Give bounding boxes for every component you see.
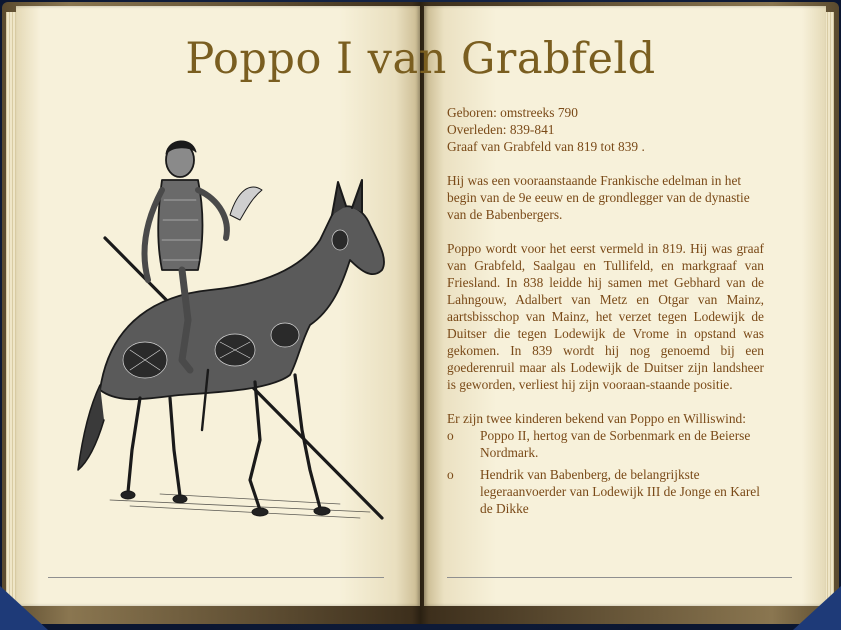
- fact-died: Overleden: 839-841: [447, 122, 555, 137]
- footer-rule-right: [447, 577, 792, 578]
- bullet-marker: o: [447, 428, 454, 443]
- biography-text: [447, 104, 764, 522]
- child-text: Poppo II, hertog van de Sorbenmark en de Beierse Nordmark.: [480, 428, 751, 460]
- paragraph-history: Poppo wordt voor het eerst vermeld in 819. Hij was graaf van Grabfeld, Saalgau en Tullifeld, en markgraaf van Friesland. In 838 leidde hij samen met Gebhard van de Lahngouw, Adalbert van Metz en Otgar van Mainz, aartsbisschop van Mainz, het verzet tegen Lodewijk de Duitser die tegen Lodewijk de Vrome in opstand was gekomen. In 839 wordt hij nog genoemd bij een goederenruil maar als Lodewijk de Duitser zijn landsheer is geworden, verliest hij zijn vooraan-staande positie.: [447, 241, 764, 392]
- list-item: [447, 427, 764, 461]
- paragraph-intro: Hij was een vooraanstaande Frankische edelman in het begin van de 9e eeuw en de grondlegger van de dynastie van de Babenbergers.: [447, 173, 750, 222]
- child-text: Hendrik van Babenberg, de belangrijkste legeraanvoerder van Lodewijk III de Jonge en Karel de Dikke: [480, 467, 760, 516]
- knight-on-horse-engraving-icon: [70, 120, 390, 530]
- bullet-marker: o: [447, 467, 454, 482]
- page-title: Poppo I van Grabfeld: [185, 34, 656, 84]
- fact-count: Graaf van Grabfeld van 819 tot 839 .: [447, 139, 645, 154]
- footer-rule-left: [48, 577, 384, 578]
- fact-born: Geboren: omstreeks 790: [447, 105, 578, 120]
- children-list: [447, 427, 764, 517]
- paragraph-children-intro: Er zijn twee kinderen bekend van Poppo en Williswind:: [447, 411, 746, 426]
- list-item: [447, 466, 764, 517]
